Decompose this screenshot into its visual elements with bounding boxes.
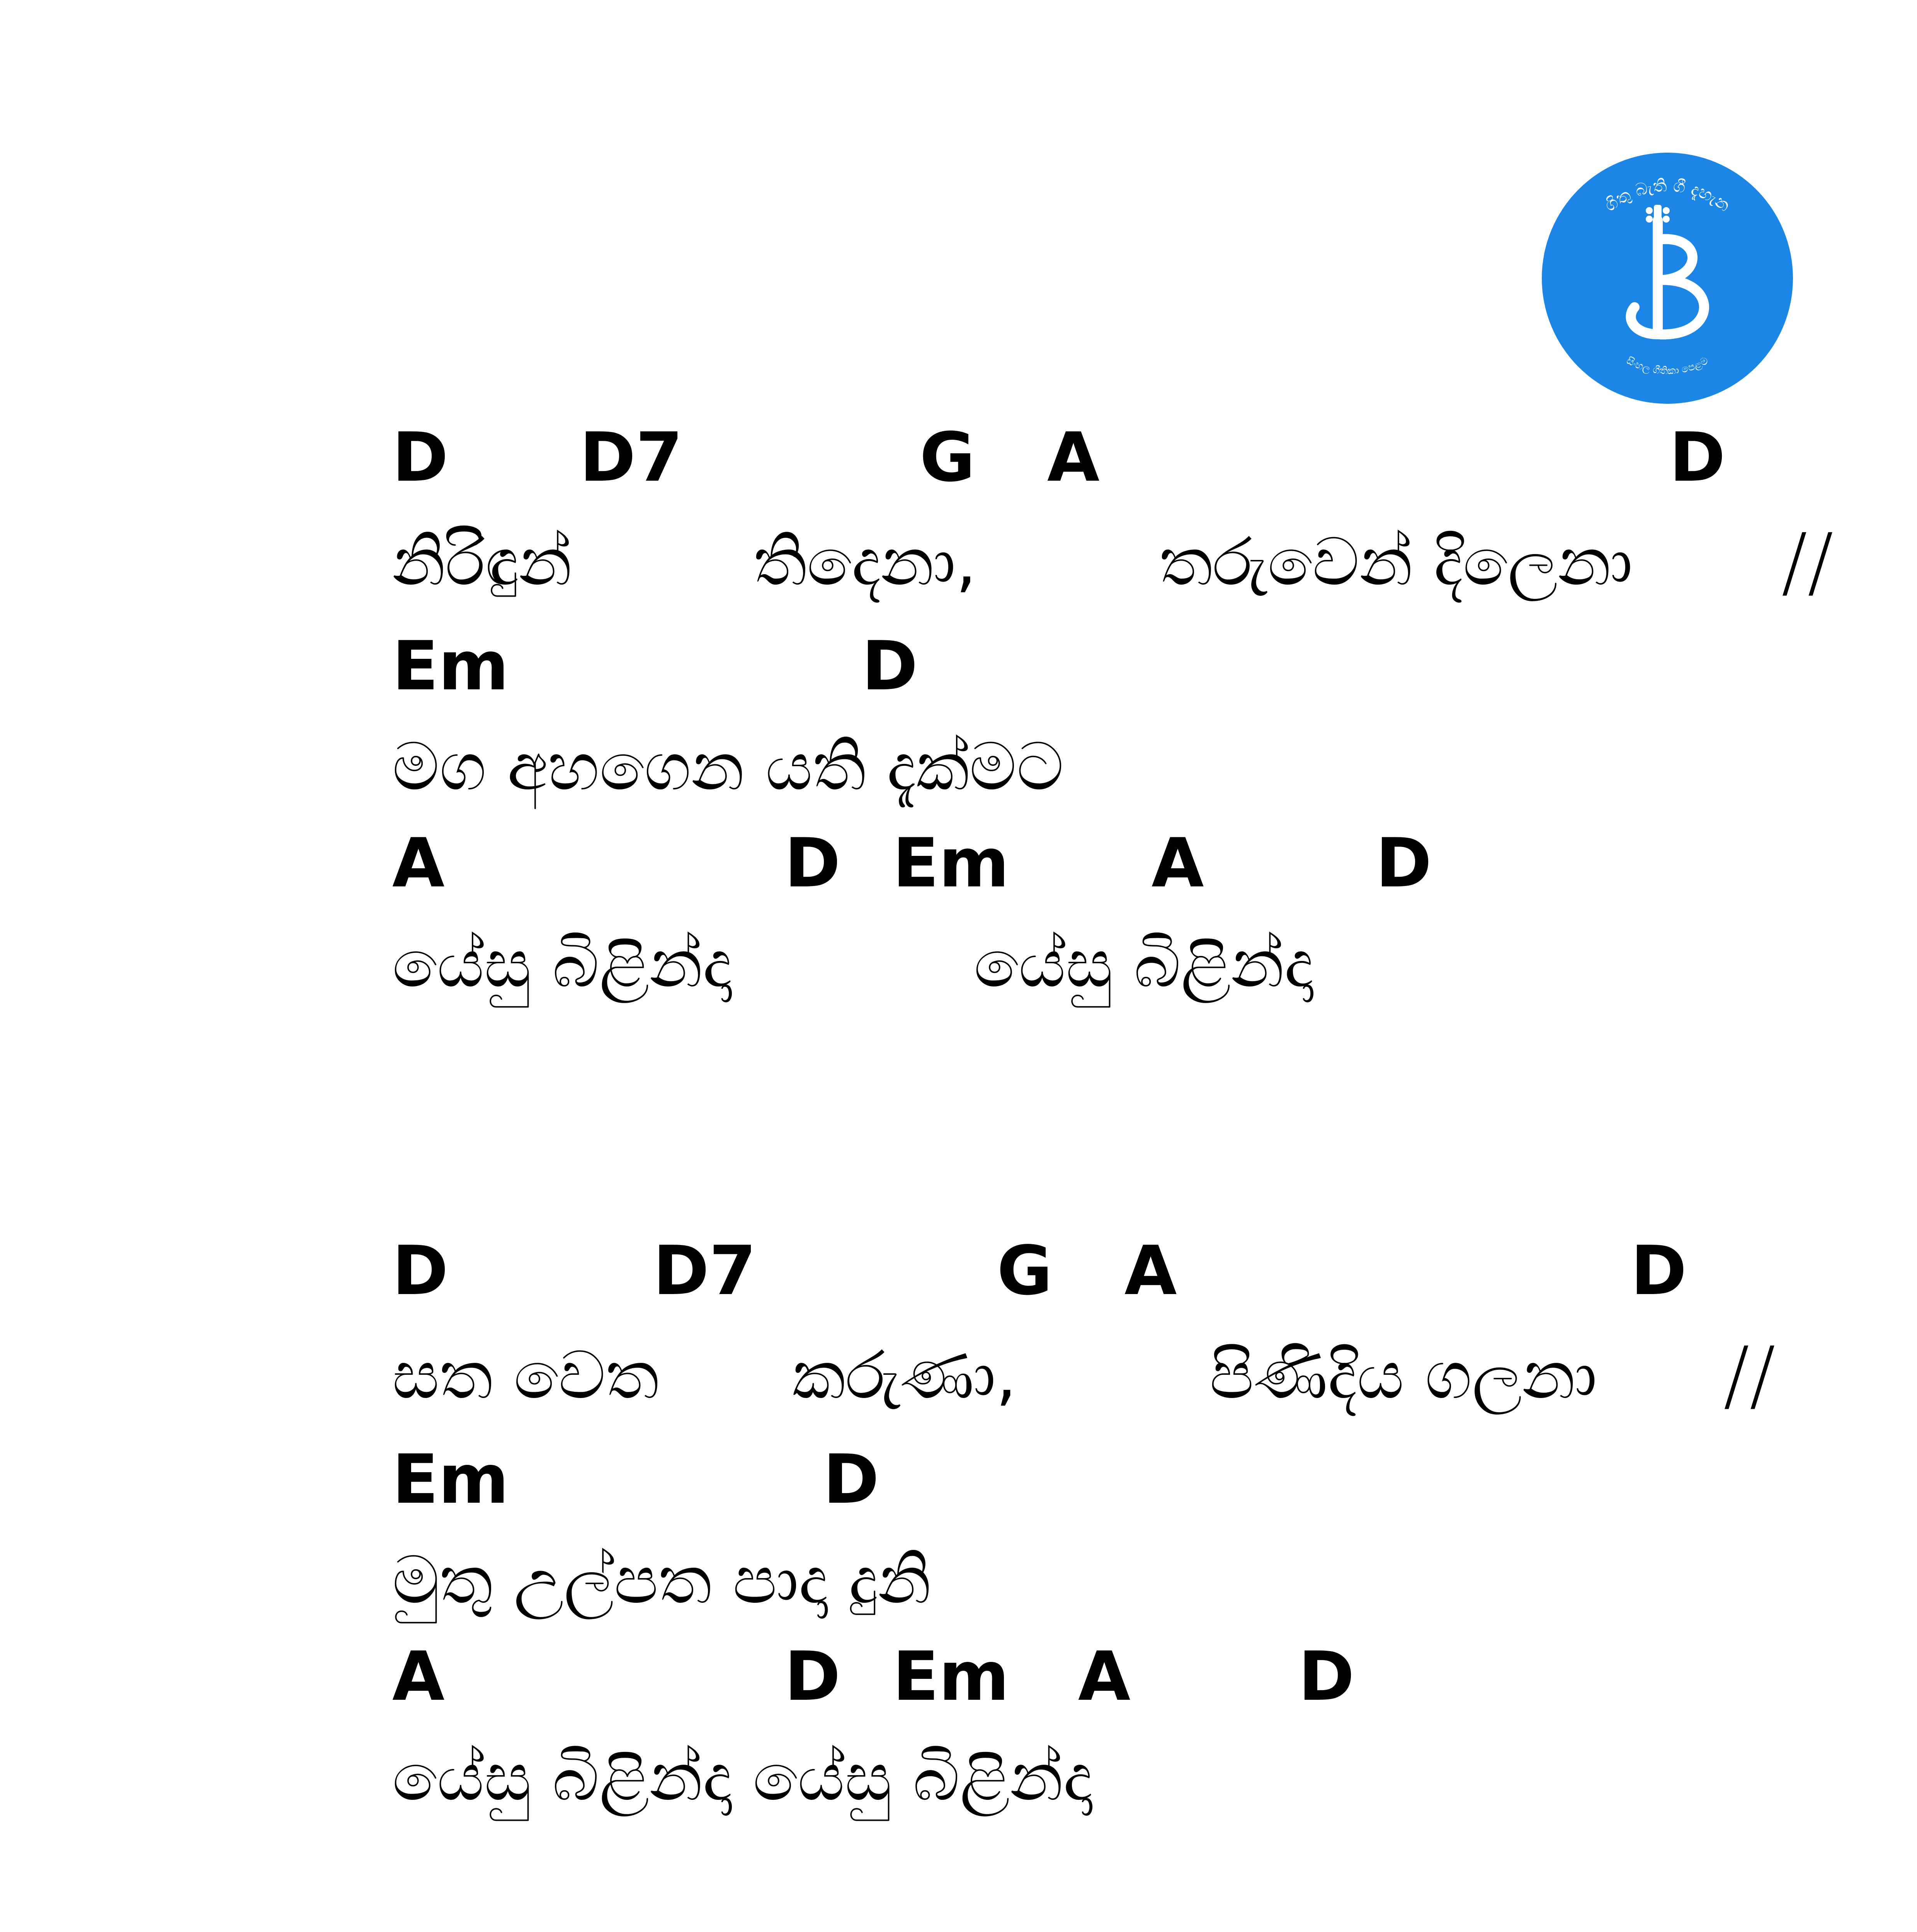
chord-symbol: Em bbox=[392, 627, 509, 706]
chord-symbol: D bbox=[823, 1440, 879, 1519]
chord-symbol: A bbox=[1078, 1638, 1131, 1716]
chord-symbol: D bbox=[1298, 1638, 1355, 1716]
chord-symbol: A bbox=[392, 824, 445, 903]
lyric-text: කරුණා, bbox=[792, 1337, 1017, 1414]
lyric-line bbox=[0, 726, 1917, 808]
lyric-line bbox=[0, 1737, 1917, 1818]
lyric-text: යේසු බිළින්දා යේසු බිළින්දා bbox=[392, 1739, 1093, 1816]
logo bbox=[1542, 153, 1793, 404]
chord-symbol: D bbox=[392, 418, 449, 497]
lyric-line bbox=[0, 1330, 1917, 1420]
lyric-line bbox=[0, 517, 1917, 607]
lyric-text: යේසු බිළින්දා bbox=[974, 926, 1314, 1002]
chord-symbol: Em bbox=[893, 1638, 1009, 1716]
chord-symbol: Em bbox=[893, 824, 1009, 903]
chord-symbol: D bbox=[862, 627, 918, 706]
chord-line bbox=[0, 823, 1917, 904]
lyric-text: පිණිදිය ගලනා bbox=[1209, 1337, 1597, 1414]
chord-symbol: D bbox=[1669, 418, 1726, 497]
chord-symbol: D7 bbox=[653, 1232, 757, 1310]
lyric-text: තරුවෙන් දිලෙනා bbox=[1159, 524, 1633, 600]
chord-symbol: A bbox=[1124, 1232, 1177, 1310]
lyric-line bbox=[0, 1540, 1917, 1621]
repeat-mark: // bbox=[1723, 1330, 1776, 1420]
chord-symbol: Em bbox=[392, 1440, 509, 1519]
chord-symbol: D7 bbox=[580, 418, 683, 497]
logo-arc-text: ගිතු බැති ගී දැහැන bbox=[1601, 175, 1734, 216]
chord-symbol: D bbox=[1631, 1232, 1687, 1310]
svg-text:සිංහල ගීතිකා පෙළම bbox=[1624, 355, 1710, 377]
chord-symbol: D bbox=[392, 1232, 449, 1310]
chord-symbol: A bbox=[392, 1638, 445, 1716]
chord-line bbox=[0, 1231, 1917, 1312]
logo-bottom-text: සිංහල ගීතිකා පෙළම bbox=[1624, 355, 1710, 377]
lyric-text: තිදෙනා, bbox=[754, 524, 977, 600]
chord-symbol: G bbox=[920, 418, 975, 497]
lyric-text: නිරිඳුන් bbox=[392, 524, 572, 600]
chord-line bbox=[0, 626, 1917, 707]
lyric-line bbox=[0, 923, 1917, 1005]
chord-symbol: G bbox=[997, 1232, 1053, 1310]
chord-line bbox=[0, 417, 1917, 498]
lyric-text: යේසු බිළින්දා bbox=[392, 926, 732, 1002]
chord-line bbox=[0, 1636, 1917, 1718]
chord-symbol: D bbox=[784, 824, 841, 903]
lyric-text: මග අහගෙන යති දැක්මට bbox=[392, 729, 1064, 805]
lyric-text: මුතු උල්පත පාදා දුනි bbox=[392, 1542, 931, 1619]
chord-line bbox=[0, 1439, 1917, 1520]
chord-symbol: D bbox=[1376, 824, 1432, 903]
chord-symbol: A bbox=[1047, 418, 1100, 497]
chord-symbol: A bbox=[1152, 824, 1204, 903]
lyric-text: සත වෙත bbox=[392, 1337, 659, 1414]
guitar-letter-b-icon bbox=[1542, 153, 1793, 404]
repeat-mark: // bbox=[1781, 517, 1834, 607]
chord-symbol: D bbox=[784, 1638, 841, 1716]
